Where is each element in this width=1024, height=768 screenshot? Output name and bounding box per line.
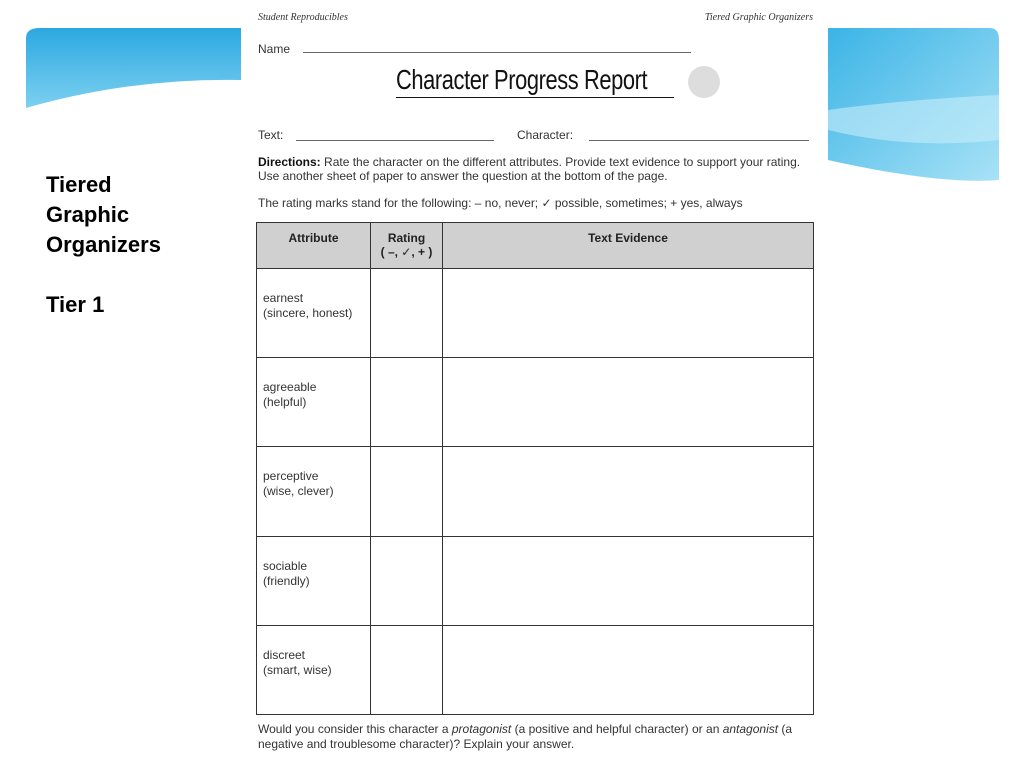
attribute-detail: (smart, wise) [263,662,332,677]
slide-title-line: Organizers [46,232,161,257]
header-right: Tiered Graphic Organizers [704,12,813,23]
attribute-name: perceptive [263,469,319,484]
evidence-cell[interactable] [443,358,814,447]
question-part: (a negative and troublesome character)? Explain your answer. [258,722,793,751]
evidence-cell[interactable] [443,625,814,714]
name-label: Name [258,42,291,56]
question-term: protagonist [451,722,512,736]
name-field-line[interactable] [303,52,691,53]
rating-cell[interactable] [371,447,443,536]
attribute-cell [257,269,371,358]
attribute-detail: (sincere, honest) [263,306,353,320]
text-field-line[interactable] [296,140,494,141]
attribute-cell [257,536,371,625]
attribute-name: agreeable [263,380,317,395]
slide-title [46,170,226,320]
bottom-question [258,722,818,752]
attribute-detail: (wise, clever) [263,484,334,499]
evidence-cell[interactable] [443,536,814,625]
attribute-cell [257,625,371,714]
table-row [257,536,814,625]
rating-cell[interactable] [371,269,443,358]
question-part: Would you consider this character a [258,722,452,736]
evidence-cell[interactable] [443,269,814,358]
table-row [257,447,814,536]
slide-title-line: Tiered [46,172,112,197]
rating-cell[interactable] [371,536,443,625]
worksheet-document [241,0,828,768]
wave-left [26,28,241,108]
header-left: Student Reproducibles [258,12,348,23]
attribute-detail: (friendly) [263,573,310,588]
question-term: antagonist [722,722,779,736]
table-row [257,358,814,447]
header-attribute: Attribute [257,223,371,269]
slide-title-line: Graphic [46,202,130,227]
header-rating-marks: ( –, ✓, + ) [380,245,433,259]
attribute-table [256,222,814,715]
table-row [257,269,814,358]
table-row [257,625,814,714]
rating-cell[interactable] [371,358,443,447]
table-header-row [257,223,814,269]
tier-circle-icon [688,66,720,98]
document-title: Character Progress Report [396,64,648,95]
attribute-cell [257,358,371,447]
attribute-name: earnest [263,291,304,305]
text-label: Text: [258,128,284,142]
attribute-name: discreet [263,647,306,662]
header-rating [371,223,443,269]
header-rating-label: Rating [387,231,426,245]
question-part: (a positive and helpful character) or an [511,722,723,736]
character-label: Character: [517,128,574,142]
attribute-name: sociable [263,558,308,573]
header-text-evidence: Text Evidence [443,223,814,269]
character-field-line[interactable] [589,140,809,141]
attribute-cell [257,447,371,536]
title-underline [396,97,674,98]
attribute-detail: (helpful) [263,395,307,410]
rating-legend: The rating marks stand for the following: – no, never; ✓ possible, sometimes; + yes, always [258,196,743,210]
directions-label: Directions: [258,155,321,169]
directions [258,155,818,183]
rating-cell[interactable] [371,625,443,714]
directions-text: Rate the character on the different attributes. Provide text evidence to support your rating. Use another sheet of paper to answer the question at the bottom of the page. [258,155,801,183]
evidence-cell[interactable] [443,447,814,536]
slide-tier-label: Tier 1 [46,292,105,317]
